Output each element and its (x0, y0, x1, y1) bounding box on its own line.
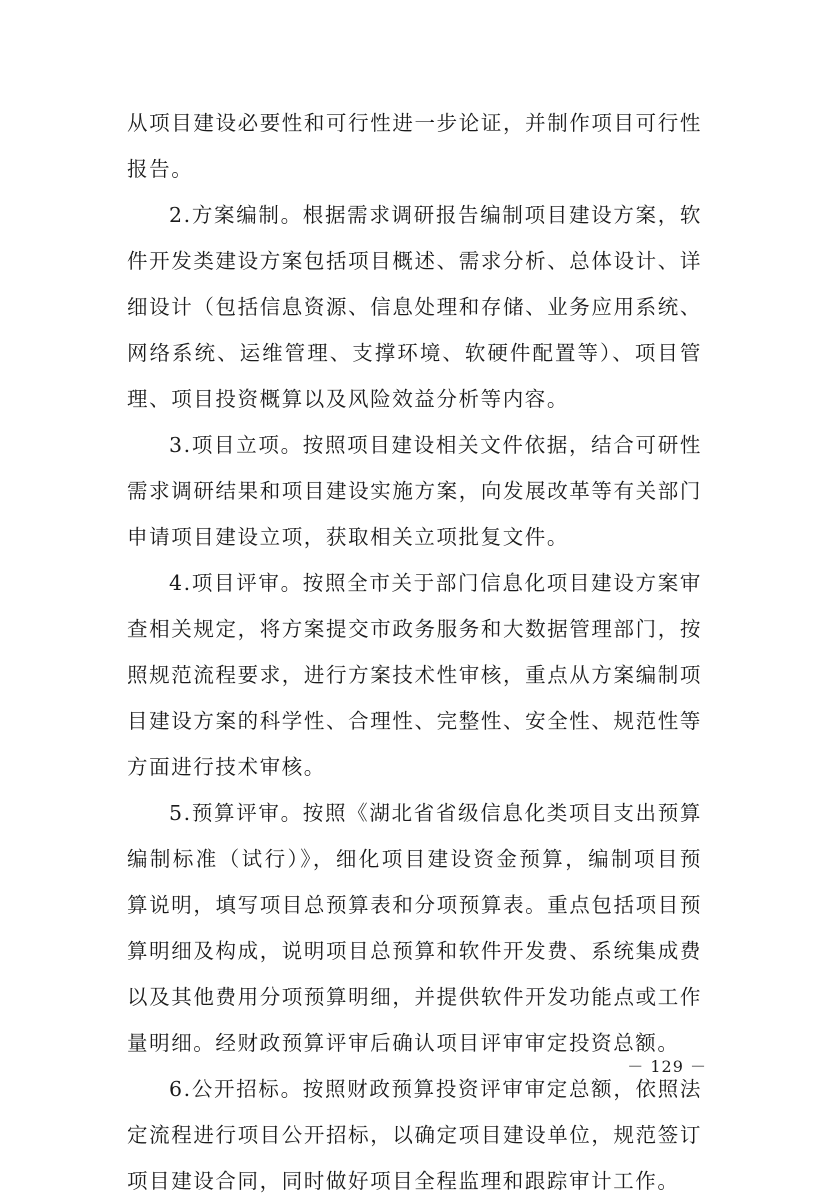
paragraph-public-tender: 6.公开招标。按照财政预算投资评审审定总额，依照法定流程进行项目公开招标，以确定项目建设单位，规范签订项目建设合同，同时做好项目全程监理和跟踪审计工作。 (127, 1077, 702, 1193)
page-number: － 129 － (627, 1057, 707, 1076)
paragraph-budget-review: 5.预算评审。按照《湖北省省级信息化类项目支出预算编制标准（试行）》，细化项目建设资金预算，编制项目预算说明，填写项目总预算表和分项预算表。重点包括项目预算明细及构成，说明项目总预算和软件开发费、系统集成费以及其他费用分项预算明细，并提供软件开发功能点或工作量明细。经财政预算评审后确认项目评审审定投资总额。 (127, 801, 702, 1055)
paragraph-continuation: 从项目建设必要性和可行性进一步论证，并制作项目可行性报告。 (127, 111, 702, 181)
paragraph-scheme-drafting: 2.方案编制。根据需求调研报告编制项目建设方案，软件开发类建设方案包括项目概述、需求分析、总体设计、详细设计（包括信息资源、信息处理和存储、业务应用系统、网络系统、运维管理、支撑环境、软硬件配置等）、项目管理、项目投资概算以及风险效益分析等内容。 (127, 203, 702, 411)
document-body (127, 100, 702, 1204)
paragraph-project-review: 4.项目评审。按照全市关于部门信息化项目建设方案审查相关规定，将方案提交市政务服务和大数据管理部门，按照规范流程要求，进行方案技术性审核，重点从方案编制项目建设方案的科学性、合理性、完整性、安全性、规范性等方面进行技术审核。 (127, 571, 702, 779)
paragraph-project-approval: 3.项目立项。按照项目建设相关文件依据，结合可研性需求调研结果和项目建设实施方案，向发展改革等有关部门申请项目建设立项，获取相关立项批复文件。 (127, 433, 702, 549)
